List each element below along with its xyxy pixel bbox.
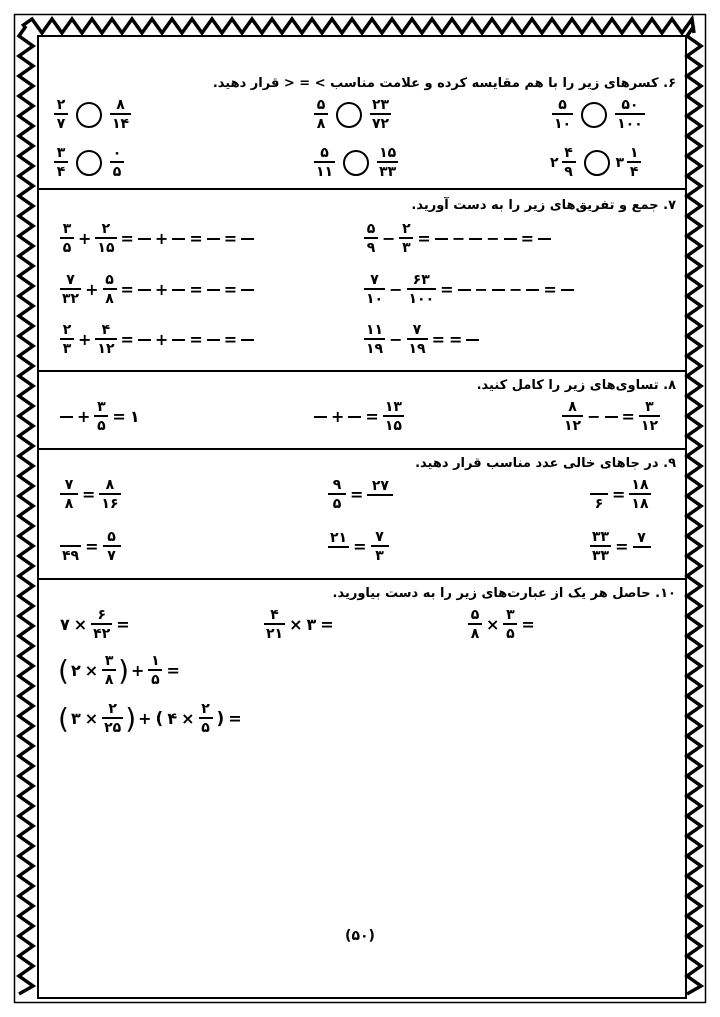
section-8-title: ۸. تساوی‌های زیر را کامل کنید. — [476, 378, 676, 393]
fraction: $\frac{۵}{۱۱}$ — [316, 145, 334, 180]
whole-number: ۲ — [550, 154, 559, 171]
addition-expression: $\frac{۳}{۵}$ + $\frac{۲}{۱۵}$ = + = = — [58, 222, 256, 255]
section-10 — [40, 580, 684, 910]
fraction: $\frac{۴}{۱۲}$ — [97, 322, 115, 357]
equivalent-fraction-item: $\frac{۳۳}{۳۳}$ = ۷ — [588, 530, 653, 563]
addition-expression: $\frac{۲}{۳}$ + $\frac{۴}{۱۲}$ = + = = — [58, 323, 256, 356]
multiplication-expression: ۷ × $\frac{۶}{۴۲}$ = — [60, 607, 130, 642]
fraction: $\frac{۳}{۵}$ — [94, 400, 108, 433]
fraction: $\frac{۷}{۳۲}$ — [62, 272, 80, 307]
multiplication-expression: $\frac{۴}{۲۱}$ × ۳ = — [266, 607, 334, 642]
parenthesized-expression: ( ۲ × $\frac{۳}{۸}$ ) + $\frac{۱}{۵}$ = — [58, 653, 180, 688]
fraction: $\frac{۵}{۸}$ — [103, 273, 117, 306]
compare-circle[interactable] — [336, 102, 362, 128]
section-8 — [40, 372, 684, 448]
fraction: $\frac{۱}{۴}$ — [627, 146, 641, 179]
compare-item — [52, 146, 126, 179]
fraction: $\frac{۸}{۱۲}$ — [564, 399, 582, 434]
fraction: $\frac{۱۱}{۱۹}$ — [366, 322, 384, 357]
fraction: $\frac{۷}{۱۹}$ — [408, 322, 426, 357]
parenthesized-expression: ( ۳ × $\frac{۲}{۲۵}$ ) + ( ۴ × $\frac{۲}{۵}$ ) = — [58, 701, 242, 736]
fraction: $\frac{۲}{۳}$ — [60, 323, 74, 356]
fraction: $\frac{۵۰}{۱۰۰}$ — [617, 97, 643, 132]
addition-expression: $\frac{۷}{۳۲}$ + $\frac{۵}{۸}$ = + = = — [58, 273, 256, 306]
fraction: $\frac{۰}{۵}$ — [110, 146, 124, 179]
section-7 — [40, 190, 684, 370]
fraction: $\frac{۵}{۱۰}$ — [554, 97, 572, 132]
compare-circle[interactable] — [584, 150, 610, 176]
subtraction-expression: $\frac{۱۱}{۱۹}$ − $\frac{۷}{۱۹}$ = = — [362, 323, 481, 356]
equivalent-fraction-item: ۴۹ = $\frac{۵}{۷}$ — [58, 530, 123, 563]
fraction: $\frac{۴}{۹}$ — [562, 146, 576, 179]
fraction: $\frac{۱۵}{۳۳}$ — [379, 145, 397, 180]
equivalent-fraction-item: ۶ = $\frac{۱۸}{۱۸}$ — [588, 478, 653, 511]
equivalent-fraction-item: $\frac{۹}{۵}$ = ۲۷ — [326, 478, 395, 511]
fraction: $\frac{۳}{۵}$ — [60, 222, 74, 255]
fraction: $\frac{۸}{۱۴}$ — [112, 97, 130, 132]
fraction: $\frac{۳}{۱۲}$ — [640, 399, 658, 434]
compare-item — [312, 98, 393, 131]
compare-circle[interactable] — [76, 102, 102, 128]
compare-circle[interactable] — [76, 150, 102, 176]
subtraction-expression: $\frac{۵}{۹}$ − $\frac{۲}{۳}$ = − − = — [362, 222, 553, 255]
equivalent-fraction-item: ۲۱ = $\frac{۷}{۳}$ — [326, 530, 391, 563]
equation-item: + = $\frac{۱۳}{۱۵}$ — [312, 400, 406, 433]
section-6-title: ۶. کسرهای زیر را با هم مقایسه کرده و علامت مناسب > = < قرار دهید. — [212, 76, 676, 91]
compare-item — [550, 146, 643, 179]
fraction: $\frac{۶۳}{۱۰۰}$ — [408, 272, 435, 307]
section-6 — [40, 72, 684, 188]
fraction: $\frac{۱۳}{۱۵}$ — [384, 399, 402, 434]
multiplication-expression: $\frac{۵}{۸}$ × $\frac{۳}{۵}$ = — [466, 608, 537, 641]
subtraction-expression: $\frac{۷}{۱۰}$ − $\frac{۶۳}{۱۰۰}$ = − − = — [362, 273, 576, 306]
equation-item: + $\frac{۳}{۵}$ = ۱ — [58, 400, 142, 433]
section-10-title: ۱۰. حاصل هر یک از عبارت‌های زیر را به دست بیاورید. — [332, 586, 676, 601]
fraction: $\frac{۲۳}{۷۲}$ — [372, 97, 390, 132]
fraction: $\frac{۵}{۹}$ — [364, 222, 378, 255]
equation-item: $\frac{۸}{۱۲}$ − = $\frac{۳}{۱۲}$ — [564, 399, 658, 434]
whole-number: ۳ — [615, 154, 625, 171]
fraction: $\frac{۵}{۸}$ — [314, 98, 328, 131]
fraction: $\frac{۳}{۴}$ — [54, 146, 68, 179]
fraction: $\frac{۲}{۱۵}$ — [97, 221, 115, 256]
compare-item — [550, 98, 647, 131]
section-9-title: ۹. در جاهای خالی عدد مناسب قرار دهید. — [415, 456, 676, 471]
fraction: $\frac{۷}{۱۰}$ — [366, 272, 384, 307]
compare-item — [52, 98, 133, 131]
fraction: $\frac{۲}{۳}$ — [399, 222, 413, 255]
fraction: $\frac{۲}{۷}$ — [54, 98, 68, 131]
compare-item — [312, 146, 400, 179]
section-9 — [40, 450, 684, 578]
section-7-title: ۷. جمع و تفریق‌های زیر را به دست آورید. — [411, 198, 676, 213]
equivalent-fraction-item: $\frac{۷}{۸}$ = $\frac{۸}{۱۶}$ — [58, 478, 123, 511]
page-number: (۵۰) — [345, 928, 375, 944]
compare-circle[interactable] — [581, 102, 607, 128]
compare-circle[interactable] — [343, 150, 369, 176]
